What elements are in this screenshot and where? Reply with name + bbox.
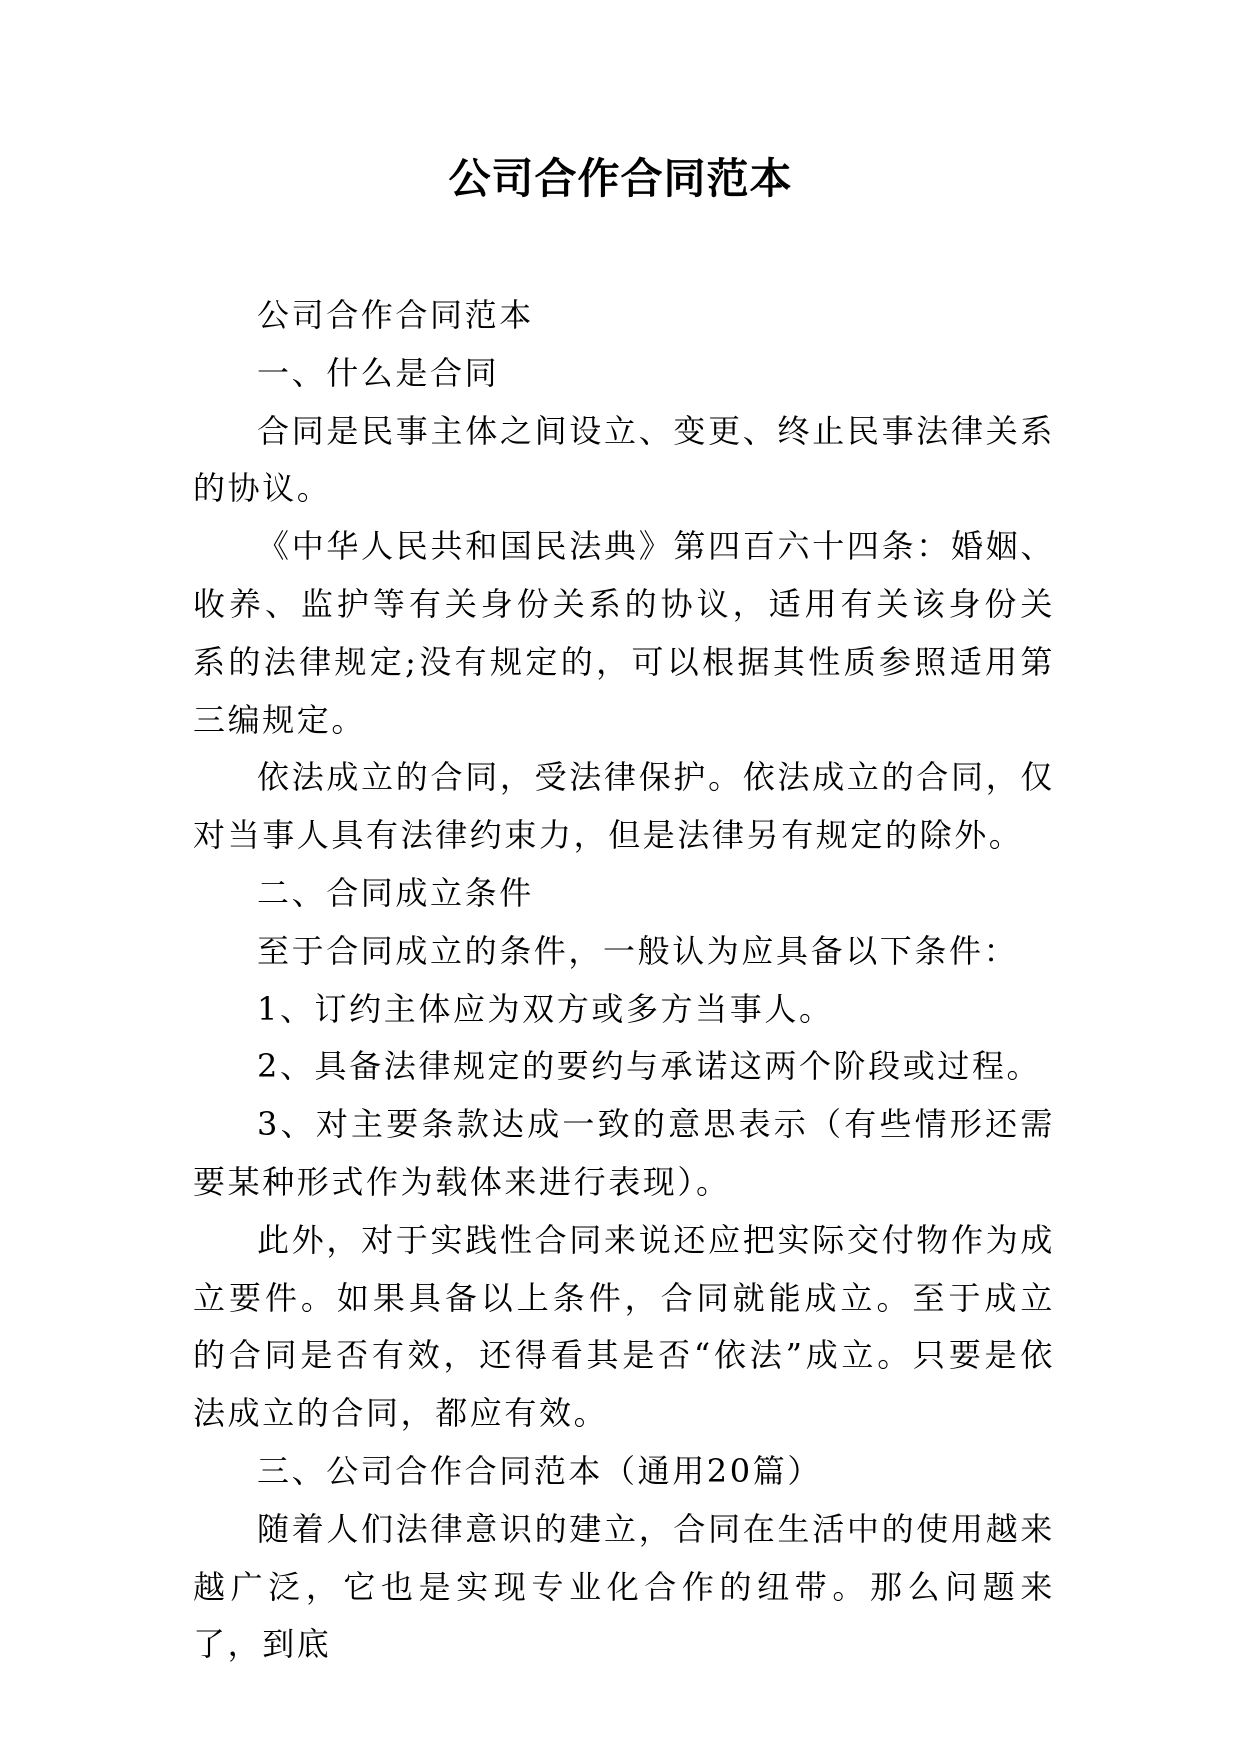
paragraph-subtitle: 公司合作合同范本: [257, 296, 534, 334]
document-body: [193, 287, 1055, 1674]
list-item: 3、对主要条款达成一致的意思表示（有些情形还需要某种形式作为载体来进行表现）。: [193, 1105, 1055, 1201]
section-heading-templates: 三、公司合作合同范本（通用20篇）: [257, 1451, 822, 1490]
section-heading-what-is-contract: 一、什么是合同: [257, 353, 500, 392]
paragraph: 《中华人民共和国民法典》第四百六十四条：婚姻、收养、监护等有关身份关系的协议，适用有关该身份关系的法律规定;没有规定的，可以根据其性质参照适用第三编规定。: [193, 527, 1055, 739]
paragraph: 随着人们法律意识的建立，合同在生活中的使用越来越广泛，它也是实现专业化合作的纽带。那么问题来了，到底: [193, 1509, 1055, 1664]
paragraph: 合同是民事主体之间设立、变更、终止民事法律关系的协议。: [193, 411, 1055, 508]
list-item: 2、具备法律规定的要约与承诺这两个阶段或过程。: [257, 1047, 1042, 1086]
paragraph: 依法成立的合同，受法律保护。依法成立的合同，仅对当事人具有法律约束力，但是法律另有规定的除外。: [193, 758, 1055, 855]
paragraph: 此外，对于实践性合同来说还应把实际交付物作为成立要件。如果具备以上条件，合同就能成立。至于成立的合同是否有效，还得看其是否“依法”成立。只要是依法成立的合同，都应有效。: [193, 1220, 1055, 1433]
section-heading-formation-conditions: 二、合同成立条件: [257, 873, 534, 912]
paragraph: 至于合同成立的条件，一般认为应具备以下条件：: [257, 931, 1019, 970]
document-title: 公司合作合同范本: [448, 154, 793, 203]
list-item: 1、订约主体应为双方或多方当事人。: [257, 989, 834, 1028]
